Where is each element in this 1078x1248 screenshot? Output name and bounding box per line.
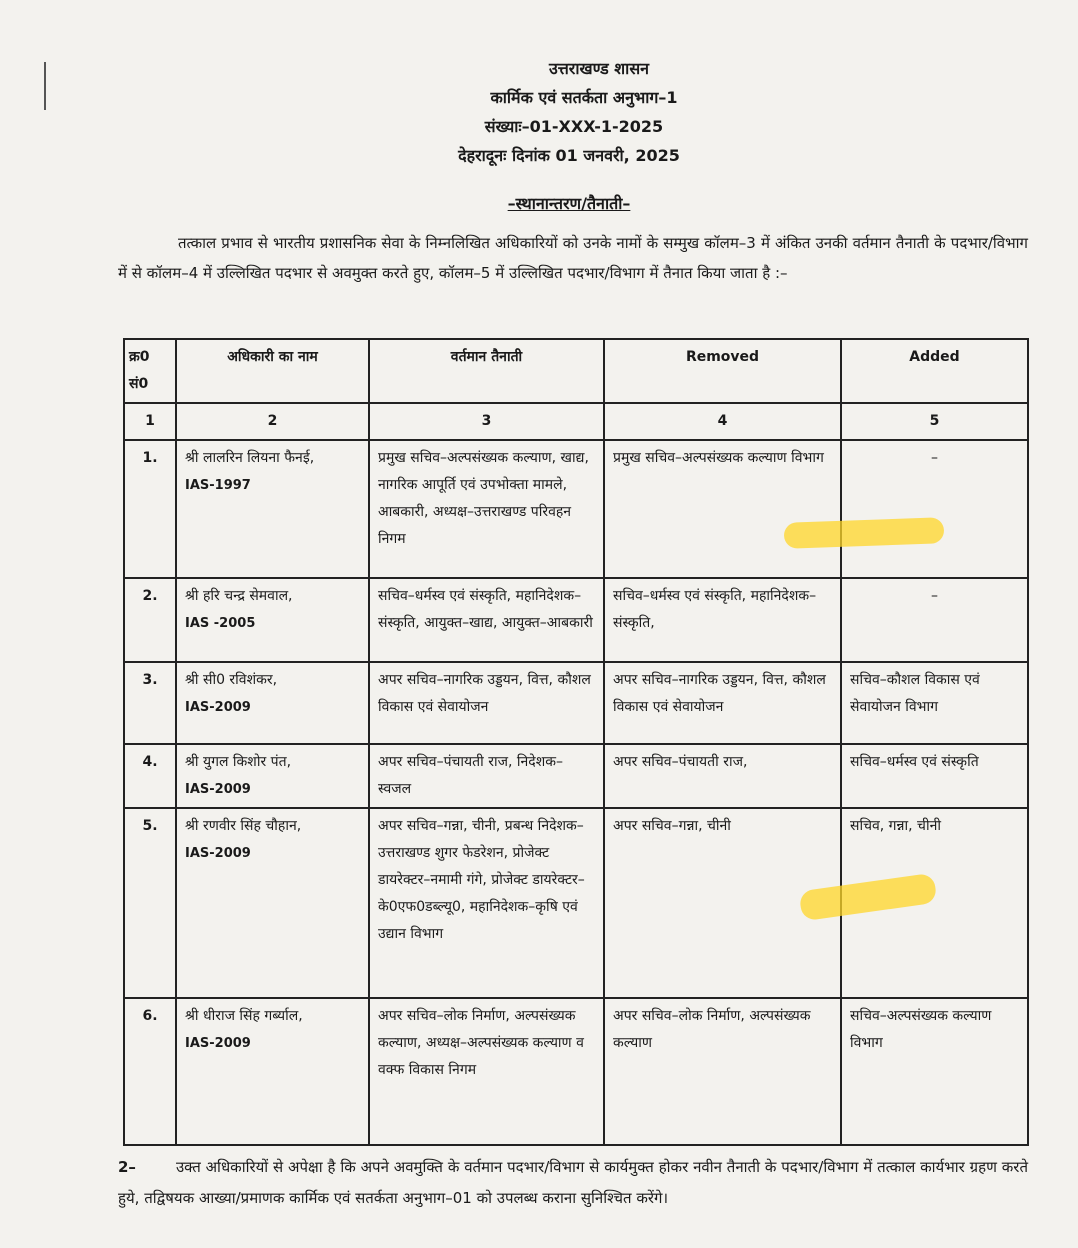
paragraph-number: 2–: [118, 1158, 136, 1176]
added-posting: सचिव–अल्पसंख्यक कल्याण विभाग: [841, 998, 1028, 1145]
officer-batch: IAS-1997: [185, 478, 251, 493]
officer-name: श्री लालरिन लियना फैनई,: [185, 450, 315, 466]
paragraph-text: उक्त अधिकारियों से अपेक्षा है कि अपने अवमुक्ति के वर्तमान पदभार/विभाग से कार्यमुक्त होकर नवीन तैनाती के पदभार/विभाग में तत्काल कार्यभार ग्रहण करते हुये, तद्विषयक आख्या/प्रमाणक कार्मिक एवं सतर्कता अनुभाग–01 को उपलब्ध कराना सुनिश्चित करेंगे।: [118, 1158, 1028, 1207]
govt-title: उत्तराखण्ड शासन: [548, 59, 650, 78]
current-posting: अपर सचिव–पंचायती राज, निदेशक–स्वजल: [369, 744, 604, 808]
table-row: [124, 440, 1028, 578]
header-added: Added: [841, 339, 1028, 403]
officer-batch: IAS-2009: [185, 782, 251, 797]
officer-name: श्री हरि चन्द्र सेमवाल,: [185, 588, 293, 604]
row-sno: 1.: [124, 440, 176, 578]
added-posting: सचिव–धर्मस्व एवं संस्कृति: [841, 744, 1028, 808]
officer-cell: [176, 808, 369, 998]
table-row: [124, 662, 1028, 744]
table-row: [124, 744, 1028, 808]
header-removed: Removed: [604, 339, 841, 403]
officer-name: श्री धीराज सिंह गर्ब्याल,: [185, 1008, 303, 1024]
added-posting: सचिव–कौशल विकास एवं सेवायोजन विभाग: [841, 662, 1028, 744]
header-sno: क्र0 सं0: [124, 339, 176, 403]
col-number: 3: [369, 403, 604, 440]
officer-cell: [176, 578, 369, 662]
added-posting: –: [841, 440, 1028, 578]
letter-number: संख्याः–01-XXX-1-2025: [484, 117, 664, 136]
officer-cell: [176, 440, 369, 578]
row-sno: 6.: [124, 998, 176, 1145]
row-sno: 4.: [124, 744, 176, 808]
officer-batch: IAS-2009: [185, 700, 251, 715]
removed-posting: अपर सचिव–पंचायती राज,: [604, 744, 841, 808]
current-posting: प्रमुख सचिव–अल्पसंख्यक कल्याण, खाद्य, नागरिक आपूर्ति एवं उपभोक्ता मामले, आबकारी, अध्यक्ष–उत्तराखण्ड परिवहन निगम: [369, 440, 604, 578]
removed-posting: अपर सचिव–नागरिक उड्डयन, वित्त, कौशल विकास एवं सेवायोजन: [604, 662, 841, 744]
current-posting: अपर सचिव–लोक निर्माण, अल्पसंख्यक कल्याण, अध्यक्ष–अल्पसंख्यक कल्याण व वक्फ विकास निगम: [369, 998, 604, 1145]
department-title: कार्मिक एवं सतर्कता अनुभाग–1: [490, 88, 678, 107]
table-row: [124, 998, 1028, 1145]
added-posting: सचिव, गन्ना, चीनी: [841, 808, 1028, 998]
officer-batch: IAS-2009: [185, 1036, 251, 1051]
current-posting: सचिव–धर्मस्व एवं संस्कृति, महानिदेशक–संस्कृति, आयुक्त–खाद्य, आयुक्त–आबकारी: [369, 578, 604, 662]
col-number: 5: [841, 403, 1028, 440]
removed-posting: सचिव–धर्मस्व एवं संस्कृति, महानिदेशक–संस्कृति,: [604, 578, 841, 662]
place-date: देहरादूनः दिनांक 01 जनवरी, 2025: [458, 146, 680, 165]
removed-posting: प्रमुख सचिव–अल्पसंख्यक कल्याण विभाग: [604, 440, 841, 578]
col-number: 4: [604, 403, 841, 440]
col-number: 1: [124, 403, 176, 440]
row-sno: 3.: [124, 662, 176, 744]
added-posting: –: [841, 578, 1028, 662]
current-posting: अपर सचिव–गन्ना, चीनी, प्रबन्ध निदेशक–उत्तराखण्ड शुगर फेडरेशन, प्रोजेक्ट डायरेक्टर–नमामी गंगे, प्रोजेक्ट डायरेक्टर–के0एफ0डब्ल्यू0, महानिदेशक–कृषि एवं उद्यान विभाग: [369, 808, 604, 998]
table-header-row: [124, 339, 1028, 403]
officer-cell: [176, 998, 369, 1145]
intro-paragraph: तत्काल प्रभाव से भारतीय प्रशासनिक सेवा के निम्नलिखित अधिकारियों को उनके नामों के सम्मुख कॉलम–3 में अंकित उनकी वर्तमान तैनाती के पदभार/विभाग में से कॉलम–4 में उल्लिखित पदभार से अवमुक्त करते हुए, कॉलम–5 में उल्लिखित पदभार/विभाग में तैनात किया जाता है :–: [118, 234, 1028, 282]
officer-name: श्री रणवीर सिंह चौहान,: [185, 818, 302, 834]
current-posting: अपर सचिव–नागरिक उड्डयन, वित्त, कौशल विकास एवं सेवायोजन: [369, 662, 604, 744]
officer-cell: [176, 662, 369, 744]
header-current: वर्तमान तैनाती: [369, 339, 604, 403]
officer-batch: IAS-2009: [185, 846, 251, 861]
document-header: [0, 54, 1078, 170]
row-sno: 2.: [124, 578, 176, 662]
removed-posting: अपर सचिव–लोक निर्माण, अल्पसंख्यक कल्याण: [604, 998, 841, 1145]
officer-name: श्री युगल किशोर पंत,: [185, 754, 292, 770]
subject-line: [0, 192, 1078, 214]
removed-posting: अपर सचिव–गन्ना, चीनी: [604, 808, 841, 998]
instruction-paragraph: [118, 1152, 1028, 1214]
table-row: [124, 578, 1028, 662]
officer-batch: IAS -2005: [185, 616, 256, 631]
col-number: 2: [176, 403, 369, 440]
subject-text: –स्थानान्तरण/तैनाती–: [507, 194, 631, 213]
header-name: अधिकारी का नाम: [176, 339, 369, 403]
row-sno: 5.: [124, 808, 176, 998]
officer-cell: [176, 744, 369, 808]
officer-name: श्री सी0 रविशंकर,: [185, 672, 278, 688]
column-number-row: [124, 403, 1028, 440]
transfer-table: [123, 338, 1029, 1146]
